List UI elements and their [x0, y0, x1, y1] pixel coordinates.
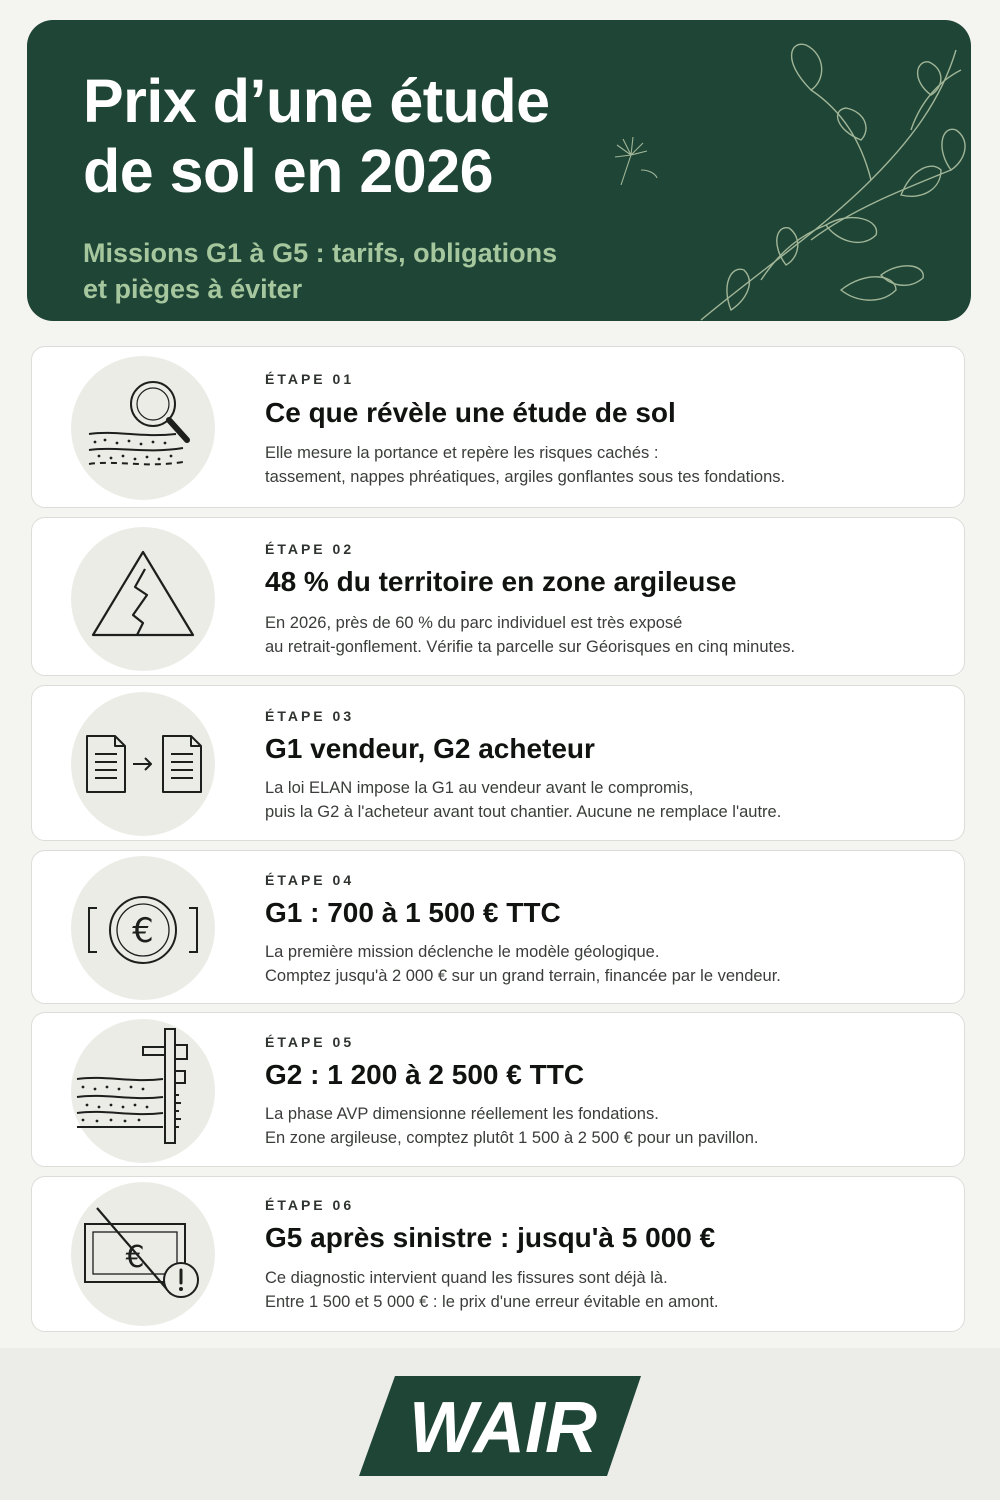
step-label: ÉTAPE 01 [265, 371, 355, 387]
wair-logo [355, 1372, 645, 1480]
description-line: En zone argileuse, comptez plutôt 1 500 à 2 500 € pour un pavillon. [265, 1129, 759, 1147]
title-line-1: Prix d’une étude [83, 67, 550, 135]
description-line: En 2026, près de 60 % du parc individuel est très exposé [265, 614, 683, 632]
step-title: G1 : 700 à 1 500 € TTC [265, 897, 561, 928]
step-label: ÉTAPE 04 [265, 872, 355, 888]
description-line: Ce diagnostic intervient quand les fissures sont déjà là. [265, 1269, 668, 1287]
caliper-soil-icon [71, 1019, 215, 1163]
title-line-2: de sol en 2026 [83, 137, 494, 205]
description-line: tassement, nappes phréatiques, argiles gonflantes sous tes fondations. [265, 468, 786, 486]
step-label: ÉTAPE 05 [265, 1034, 355, 1050]
magnifier-soil-icon [71, 356, 215, 500]
subtitle-line-2: et pièges à éviter [83, 274, 303, 304]
svg-text:€: € [125, 1240, 145, 1275]
description-line: Entre 1 500 et 5 000 € : le prix d'une erreur évitable en amont. [265, 1293, 719, 1311]
document-transfer-icon [71, 692, 215, 836]
hero-banner [27, 20, 971, 321]
step-description [265, 611, 795, 659]
step-title: G1 vendeur, G2 acheteur [265, 733, 595, 764]
footer [0, 1348, 1000, 1500]
description-line: La loi ELAN impose la G1 au vendeur avant le compromis, [265, 779, 694, 797]
description-line: La phase AVP dimensionne réellement les fondations. [265, 1105, 659, 1123]
step-description [265, 1266, 719, 1314]
euro-coin-icon [71, 856, 215, 1000]
step-title: G5 après sinistre : jusqu'à 5 000 € [265, 1222, 716, 1253]
banknote-alert-icon [71, 1182, 215, 1326]
step-description [265, 776, 781, 824]
step-label: ÉTAPE 06 [265, 1197, 355, 1213]
description-line: Elle mesure la portance et repère les risques cachés : [265, 444, 659, 462]
step-title: G2 : 1 200 à 2 500 € TTC [265, 1059, 585, 1090]
step-card-02 [31, 517, 965, 676]
description-line: puis la G2 à l'acheteur avant tout chantier. Aucune ne remplace l'autre. [265, 803, 782, 821]
step-description [265, 1102, 759, 1150]
step-description [265, 441, 785, 489]
botanical-branch-icon [611, 20, 971, 321]
step-label: ÉTAPE 02 [265, 541, 355, 557]
description-line: au retrait-gonflement. Vérifie ta parcelle sur Géorisques en cinq minutes. [265, 638, 796, 656]
description-line: Comptez jusqu'à 2 000 € sur un grand terrain, financée par le vendeur. [265, 967, 781, 985]
step-title: Ce que révèle une étude de sol [265, 397, 676, 428]
step-card-04 [31, 850, 965, 1004]
step-title: 48 % du territoire en zone argileuse [265, 566, 737, 597]
page-title [83, 66, 550, 206]
cracked-warning-icon [71, 527, 215, 671]
logo-text: WAIR [409, 1388, 597, 1468]
step-card-05 [31, 1012, 965, 1167]
description-line: La première mission déclenche le modèle géologique. [265, 943, 660, 961]
page-subtitle [83, 235, 557, 307]
step-label: ÉTAPE 03 [265, 708, 355, 724]
subtitle-line-1: Missions G1 à G5 : tarifs, obligations [83, 238, 558, 268]
svg-text:€: € [132, 911, 154, 951]
step-description [265, 940, 781, 988]
step-card-03 [31, 685, 965, 841]
step-card-06 [31, 1176, 965, 1332]
step-card-01 [31, 346, 965, 508]
